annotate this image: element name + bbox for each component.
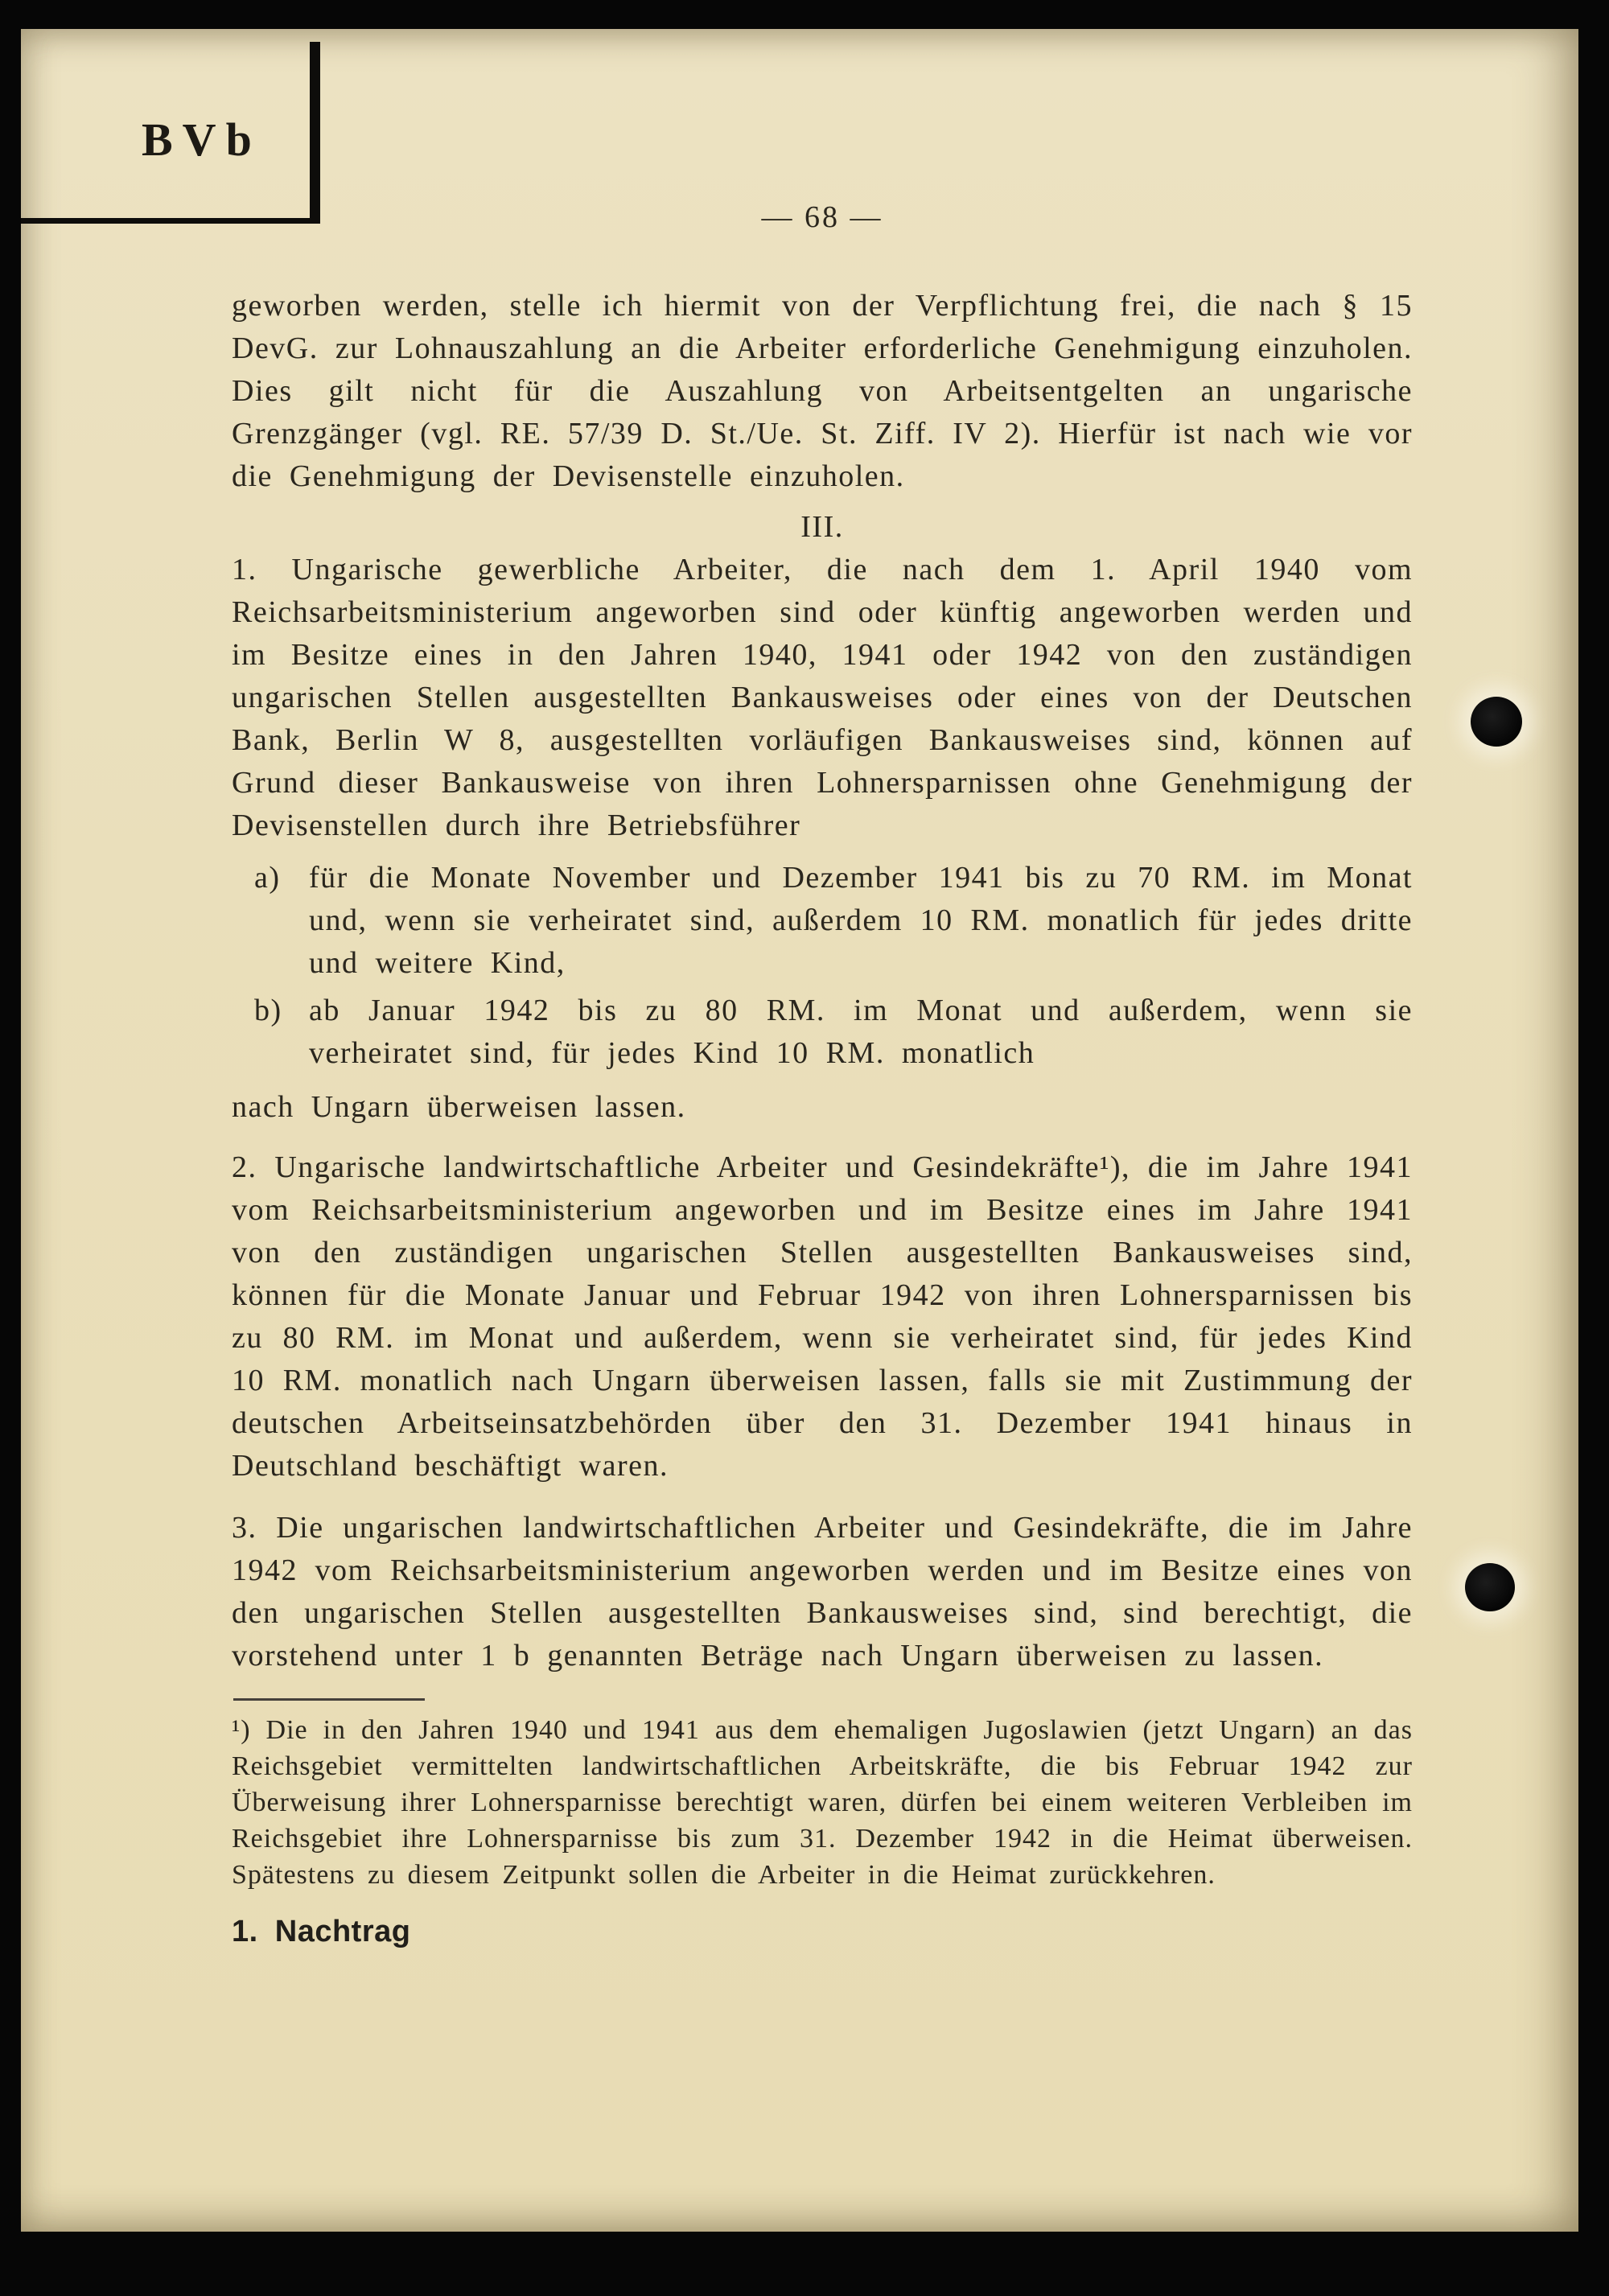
paragraph-2: 2. Ungarische landwirtschaftliche Arbeiter und Gesindekräfte¹), die im Jahre 1941 vom Reichsarbeitsministerium angeworben und im Besitze eines im Jahre 1941 von den zuständigen ungarischen Stellen ausgestellten Bankausweises sind, können für die Monate Januar und Februar 1942 von ihren Lohnersparnissen bis zu 80 RM. im Monat und außerdem, wenn sie verheiratet sind, für jedes Kind 10 RM. monatlich nach Ungarn überweisen lassen, falls sie mit Zustimmung der deutschen Arbeitseinsatzbehörden über den 31. Dezember 1941 hinaus in Deutschland beschäftigt waren.	[232, 1150, 1413, 1483]
list-label-b: b)	[254, 994, 282, 1027]
list-item-b	[232, 990, 1413, 1075]
footnote-divider	[233, 1698, 425, 1701]
document-code: BVb	[142, 113, 261, 166]
punch-hole-top	[1471, 697, 1522, 747]
paper-page	[21, 29, 1578, 2232]
corner-frame	[21, 42, 320, 224]
paragraph-after-list: nach Ungarn überweisen lassen.	[232, 1090, 686, 1124]
footnote-1: ¹) Die in den Jahren 1940 und 1941 aus dem ehemaligen Jugoslawien (jetzt Ungarn) an das Reichsgebiet vermittelten landwirtschaftlichen Arbeitskräfte, die bis Februar 1942 zur Überweisung ihrer Lohnersparnisse berechtigt waren, dürfen bei einem weiteren Verbleiben im Reichsgebiet ihre Lohnersparnisse bis zum 31. Dezember 1942 in die Heimat überweisen. Spätestens zu diesem Zeitpunkt sollen die Arbeiter in die Heimat zurückkehren.	[232, 1715, 1413, 1890]
document-body	[232, 285, 1413, 1953]
list-label-a: a)	[254, 861, 281, 895]
list-text-a: für die Monate November und Dezember 1941 bis zu 70 RM. im Monat und, wenn sie verheiratet sind, außerdem 10 RM. monatlich für jedes dritte und weitere Kind,	[309, 861, 1413, 980]
paragraph-1: 1. Ungarische gewerbliche Arbeiter, die nach dem 1. April 1940 vom Reichsarbeitsministerium angeworben sind oder künftig angeworben werden und im Besitze eines in den Jahren 1940, 1941 oder 1942 von den zuständigen ungarischen Stellen ausgestellten Bankausweises oder eines von der Deutschen Bank, Berlin W 8, ausgestellten vorläufigen Bankausweises sind, können auf Grund dieser Bankausweise von ihren Lohnersparnissen ohne Genehmigung der Devisenstellen durch ihre Betriebsführer	[232, 553, 1413, 842]
section-heading: III.	[800, 510, 844, 544]
paragraph-3: 3. Die ungarischen landwirtschaftlichen Arbeiter und Gesindekräfte, die im Jahre 1942 vom Reichsarbeitsministerium angeworben werden und im Besitze eines von den ungarischen Stellen ausgestellten Bankausweises sind, sind berechtigt, die vorstehend unter 1 b genannten Beträge nach Ungarn überweisen zu lassen.	[232, 1511, 1413, 1673]
list-text-b: ab Januar 1942 bis zu 80 RM. im Monat und außerdem, wenn sie verheiratet sind, für jedes Kind 10 RM. monatlich	[309, 994, 1413, 1070]
paragraph-intro: geworben werden, stelle ich hiermit von der Verpflichtung frei, die nach § 15 DevG. zur Lohnauszahlung an die Arbeiter erforderliche Genehmigung einzuholen. Dies gilt nicht für die Auszahlung von Arbeitsentgelten an ungarische Grenzgänger (vgl. RE. 57/39 D. St./Ue. St. Ziff. IV 2). Hierfür ist nach wie vor die Genehmigung der Devisenstelle einzuholen.	[232, 289, 1413, 493]
page-number: — 68 —	[761, 200, 883, 234]
punch-hole-bottom	[1465, 1563, 1515, 1611]
footer-label: 1. Nachtrag	[232, 1915, 411, 1948]
list-item-a	[232, 857, 1413, 985]
